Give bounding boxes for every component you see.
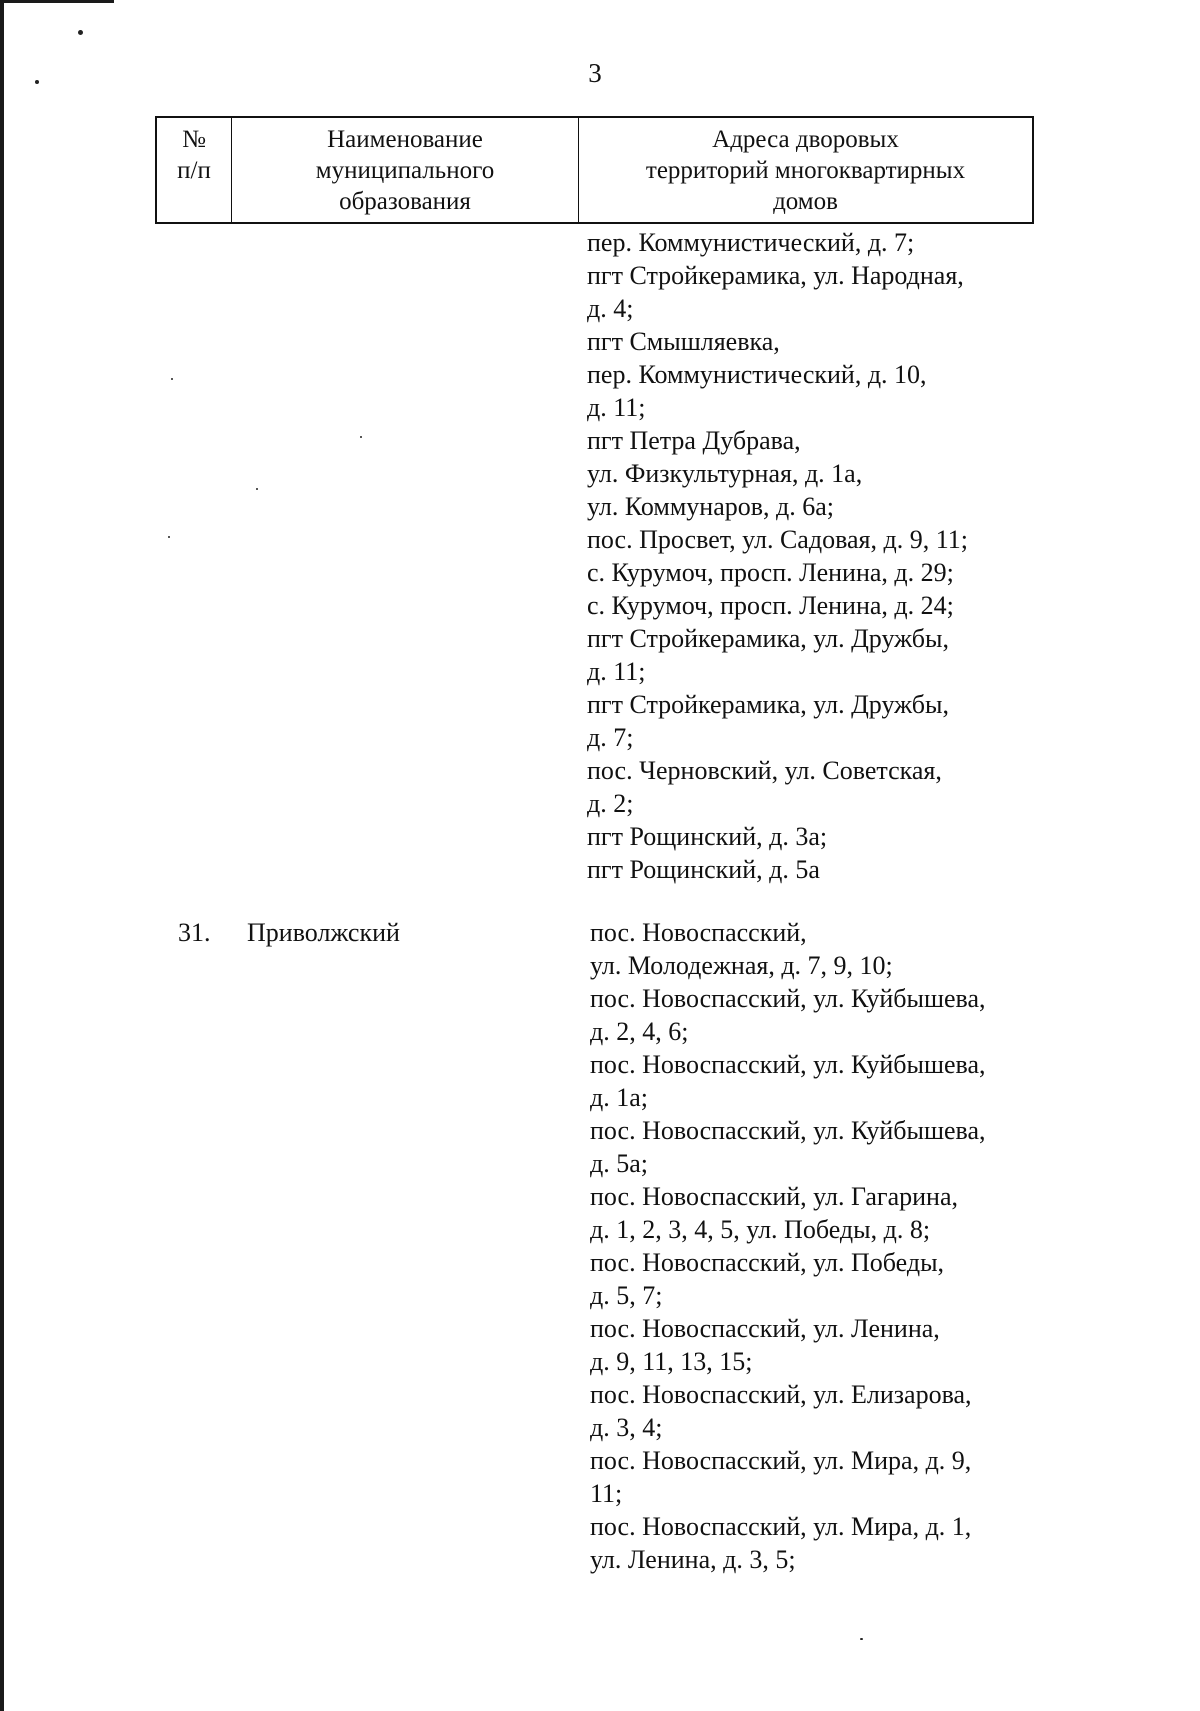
address-line: д. 2; — [587, 789, 634, 818]
address-line: ул. Молодежная, д. 7, 9, 10; — [590, 951, 893, 980]
header-cell-number — [157, 118, 232, 222]
address-line: д. 11; — [587, 657, 646, 686]
scan-speck — [256, 488, 258, 490]
address-line: 11; — [590, 1479, 623, 1508]
header-cell-municipality — [232, 118, 579, 222]
address-line: д. 2, 4, 6; — [590, 1017, 689, 1046]
address-line: д. 5, 7; — [590, 1281, 663, 1310]
address-line: пос. Новоспасский, ул. Елизарова, — [590, 1380, 972, 1409]
address-line: пгт Рощинский, д. 5а — [587, 855, 820, 884]
table-header — [155, 116, 1034, 224]
address-line: пгт Стройкерамика, ул. Народная, — [587, 261, 964, 290]
address-line: пос. Новоспасский, ул. Гагарина, — [590, 1182, 958, 1211]
address-line: пос. Новоспасский, ул. Победы, — [590, 1248, 945, 1277]
header-text: Наименование — [327, 126, 483, 153]
header-text: муниципального — [315, 157, 495, 184]
address-line: пос. Новоспасский, ул. Ленина, — [590, 1314, 940, 1343]
address-line: пос. Новоспасский, ул. Куйбышева, — [590, 1050, 986, 1079]
page-number: 3 — [588, 58, 602, 88]
scan-speck — [171, 378, 173, 380]
header-text: № — [182, 126, 206, 153]
address-line: пос. Новоспасский, ул. Мира, д. 9, — [590, 1446, 972, 1475]
address-line: д. 7; — [587, 723, 634, 752]
header-text: образования — [339, 188, 471, 215]
address-line: д. 5а; — [590, 1149, 648, 1178]
address-line: пос. Новоспасский, ул. Мира, д. 1, — [590, 1512, 972, 1541]
address-line: пос. Новоспасский, ул. Куйбышева, — [590, 984, 986, 1013]
address-line: д. 9, 11, 13, 15; — [590, 1347, 753, 1376]
scan-speck — [35, 80, 39, 84]
address-line: пос. Новоспасский, ул. Куйбышева, — [590, 1116, 986, 1145]
scan-edge-top — [0, 0, 114, 3]
scan-speck — [78, 30, 83, 35]
scan-speck — [168, 536, 170, 538]
scan-edge-left — [0, 0, 4, 1711]
address-line: пос. Новоспасский, — [590, 918, 807, 947]
address-line: с. Курумоч, просп. Ленина, д. 29; — [587, 558, 954, 587]
address-line: пгт Смышляевка, — [587, 327, 780, 356]
header-text: п/п — [177, 157, 211, 184]
address-line: д. 11; — [587, 393, 646, 422]
address-line: пгт Стройкерамика, ул. Дружбы, — [587, 690, 949, 719]
address-line: пгт Петра Дубрава, — [587, 426, 801, 455]
address-line: ул. Ленина, д. 3, 5; — [590, 1545, 796, 1574]
address-line: д. 4; — [587, 294, 634, 323]
address-line: пос. Просвет, ул. Садовая, д. 9, 11; — [587, 525, 968, 554]
address-line: д. 1а; — [590, 1083, 648, 1112]
header-cell-addresses — [579, 118, 1032, 222]
address-list-row-31 — [590, 916, 986, 1576]
address-line: пер. Коммунистический, д. 7; — [587, 228, 915, 257]
address-line: ул. Коммунаров, д. 6а; — [587, 492, 835, 521]
address-line: пос. Черновский, ул. Советская, — [587, 756, 942, 785]
scan-speck — [360, 436, 362, 438]
address-line: пгт Рощинский, д. 3а; — [587, 822, 828, 851]
address-line: д. 3, 4; — [590, 1413, 663, 1442]
address-line: пер. Коммунистический, д. 10, — [587, 360, 927, 389]
address-list-continued — [587, 226, 968, 886]
row-number: 31. — [178, 918, 211, 947]
scan-speck — [860, 1638, 863, 1640]
header-text: домов — [773, 188, 838, 215]
address-line: пгт Стройкерамика, ул. Дружбы, — [587, 624, 949, 653]
address-line: с. Курумоч, просп. Ленина, д. 24; — [587, 591, 954, 620]
header-text: территорий многоквартирных — [645, 157, 966, 184]
municipality-name: Приволжский — [247, 918, 400, 947]
address-line: д. 1, 2, 3, 4, 5, ул. Победы, д. 8; — [590, 1215, 931, 1244]
address-line: ул. Физкультурная, д. 1а, — [587, 459, 863, 488]
header-text: Адреса дворовых — [712, 126, 899, 153]
